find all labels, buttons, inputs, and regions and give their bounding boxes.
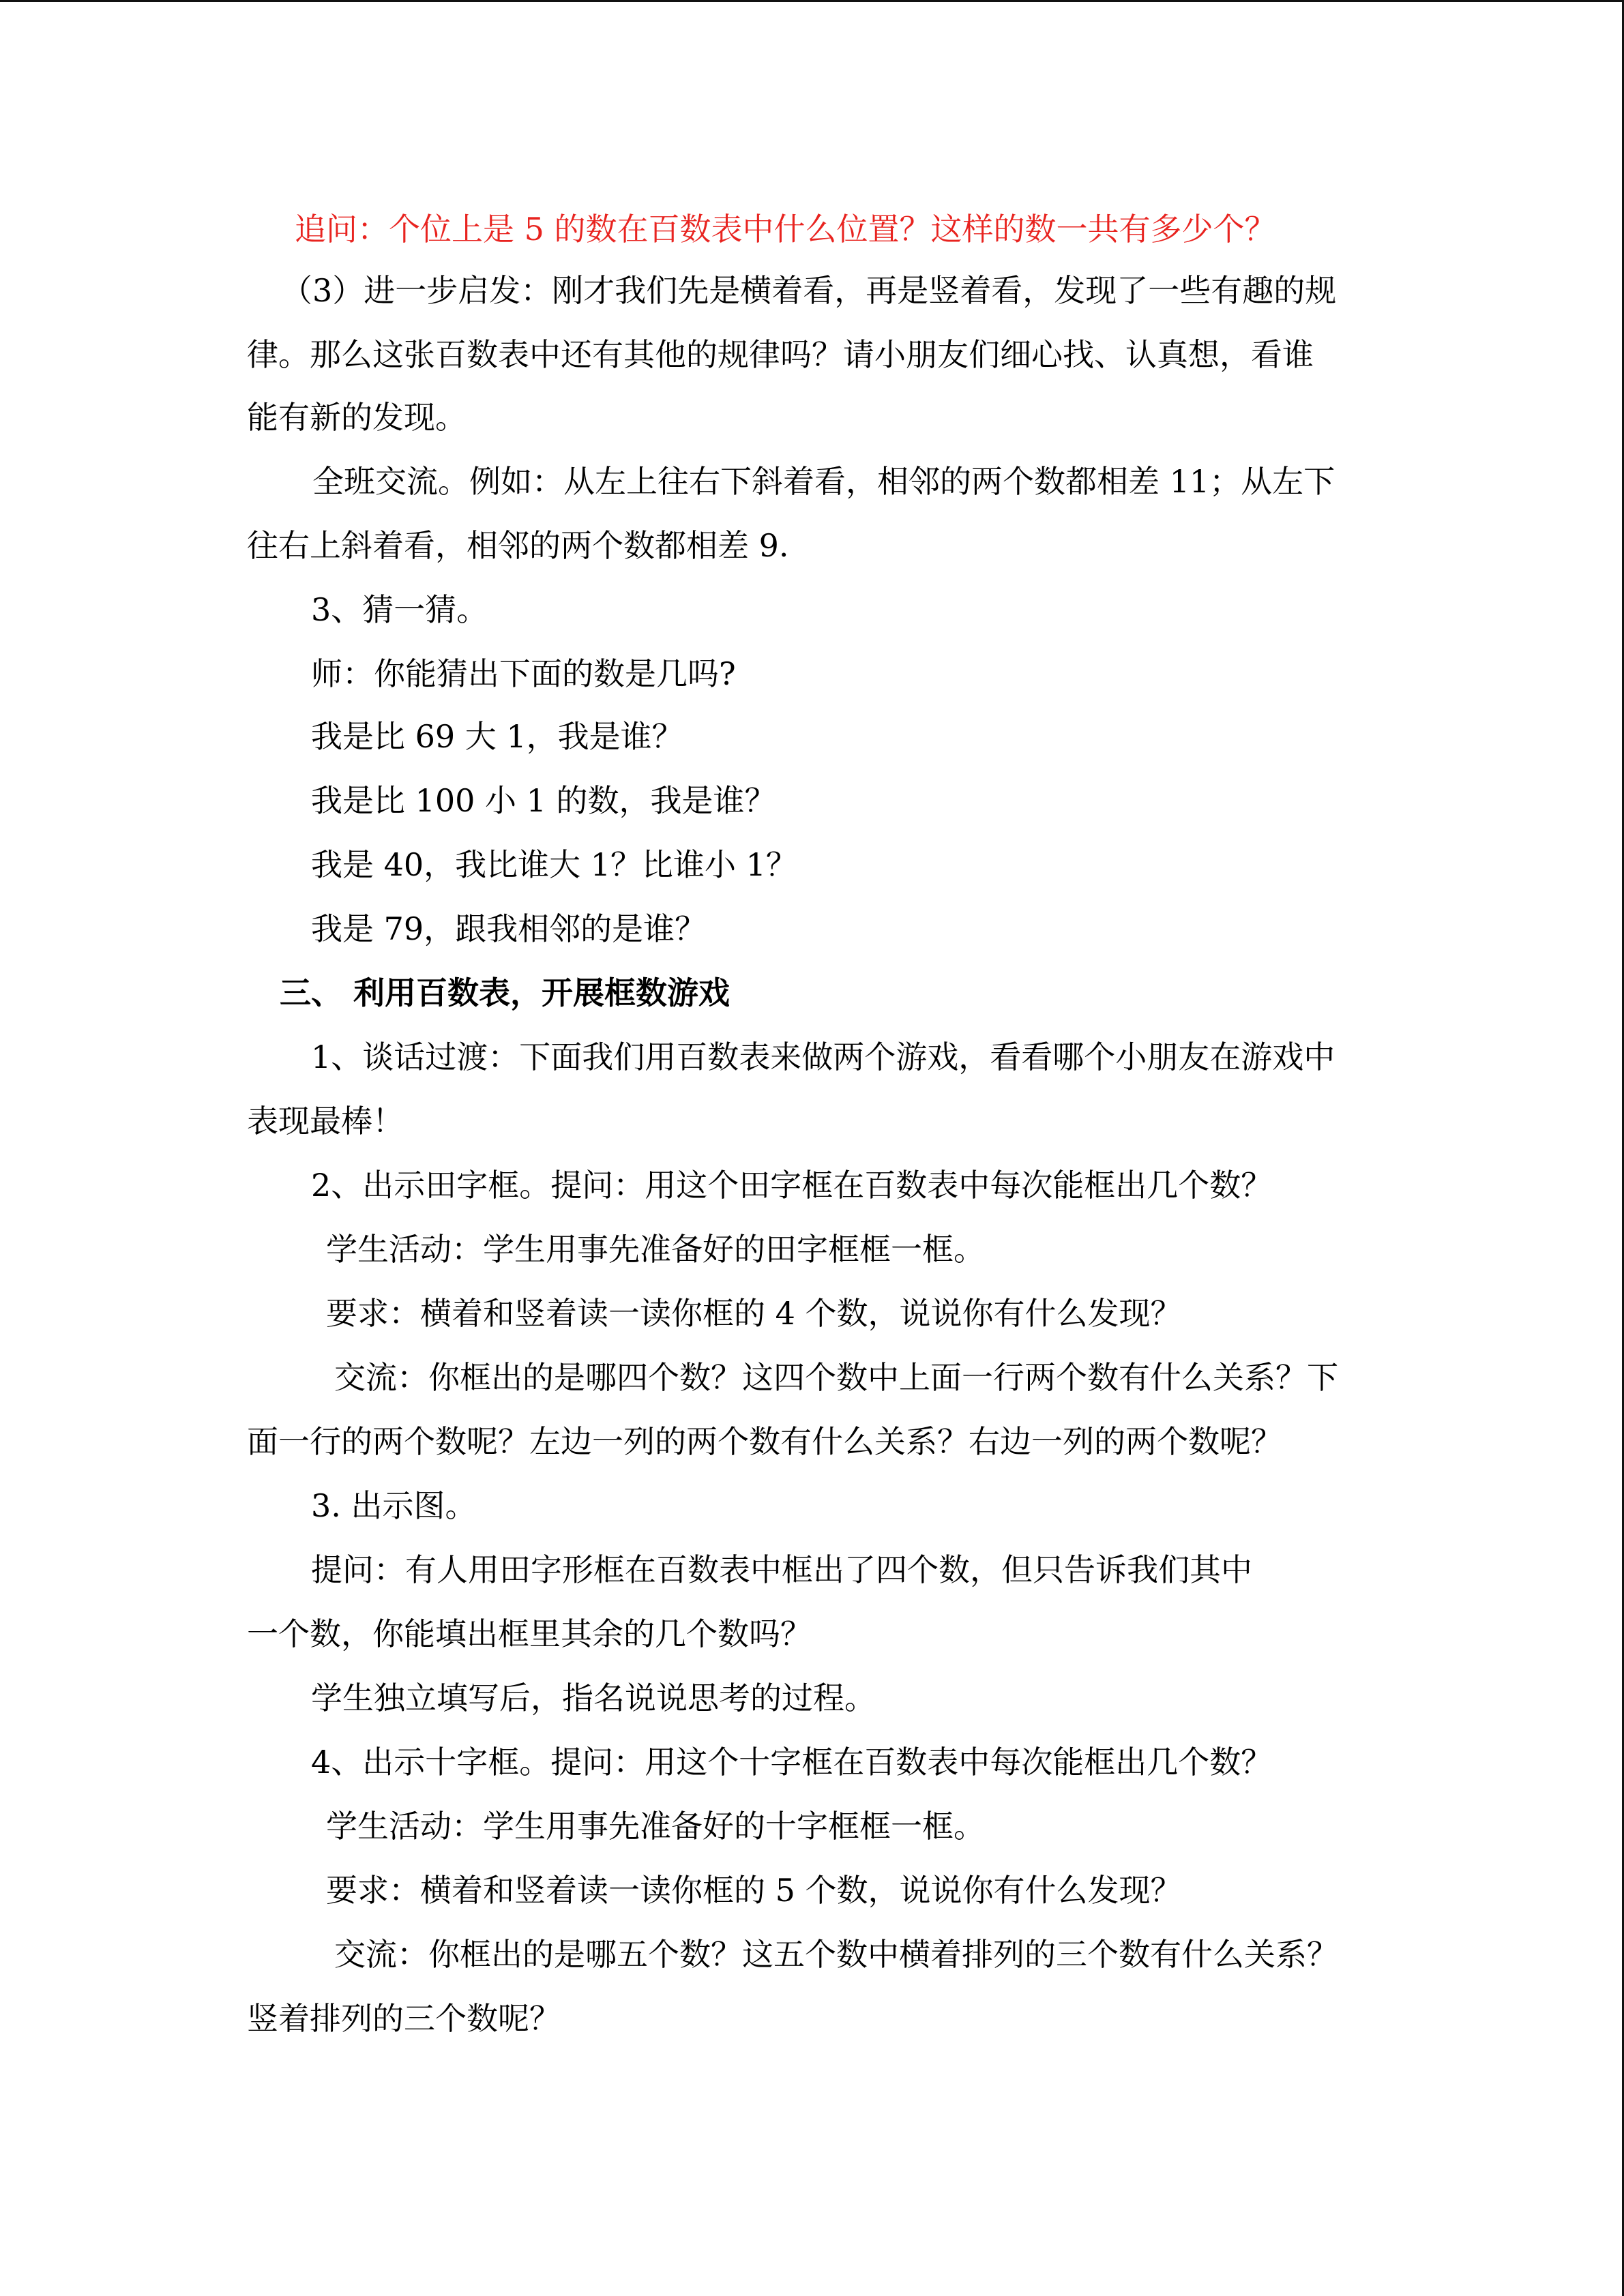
paragraph-line: 交流：你框出的是哪四个数？这四个数中上面一行两个数有什么关系？下: [334, 1359, 1338, 1396]
paragraph-line: （3）进一步启发：刚才我们先是横着看，再是竖着看，发现了一些有趣的规: [281, 272, 1337, 309]
paragraph-line: 师：你能猜出下面的数是几吗?: [311, 655, 736, 692]
paragraph-line: 一个数，你能填出框里其余的几个数吗？: [247, 1615, 812, 1652]
paragraph-line: 面一行的两个数呢？左边一列的两个数有什么关系？右边一列的两个数呢？: [247, 1423, 1282, 1460]
paragraph-line: 要求：横着和竖着读一读你框的 4 个数，说说你有什么发现？: [326, 1295, 1182, 1332]
paragraph-line: 学生活动：学生用事先准备好的田字框框一框。: [326, 1231, 985, 1268]
paragraph-line: 学生独立填写后，指名说说思考的过程。: [311, 1680, 876, 1716]
section-item-line: 3. 出示图。: [311, 1487, 477, 1524]
paragraph-line: 要求：横着和竖着读一读你框的 5 个数，说说你有什么发现？: [326, 1872, 1182, 1909]
paragraph-line: 我是 79，跟我相邻的是谁？: [311, 910, 707, 947]
paragraph-line: 竖着排列的三个数呢？: [247, 2000, 561, 2037]
paragraph-line: 往右上斜着看，相邻的两个数都相差 9.: [247, 527, 789, 564]
paragraph-line: 提问：有人用田字形框在百数表中框出了四个数，但只告诉我们其中: [311, 1551, 1252, 1588]
paragraph-line: 学生活动：学生用事先准备好的十字框框一框。: [326, 1808, 985, 1845]
section-item-line: 3、猜一猜。: [311, 591, 488, 628]
paragraph-line: 能有新的发现。: [247, 399, 467, 436]
paragraph-line: 表现最棒！: [247, 1103, 404, 1139]
paragraph-line: 交流：你框出的是哪五个数？这五个数中横着排列的三个数有什么关系？: [334, 1936, 1338, 1973]
paragraph-line: 1、谈话过渡：下面我们用百数表来做两个游戏，看看哪个小朋友在游戏中: [311, 1039, 1335, 1075]
paragraph-line: 2、出示田字框。提问：用这个田字框在百数表中每次能框出几个数？: [311, 1167, 1273, 1204]
paragraph-line: 全班交流。例如：从左上往右下斜着看，相邻的两个数都相差 11；从左下: [312, 463, 1335, 500]
paragraph-line: 律。那么这张百数表中还有其他的规律吗？请小朋友们细心找、认真想，看谁: [247, 336, 1314, 373]
paragraph-line: 4、出示十字框。提问：用这个十字框在百数表中每次能框出几个数？: [311, 1744, 1273, 1780]
section-heading: 三、 利用百数表，开展框数游戏: [280, 974, 730, 1011]
question-line-red: 追问：个位上是 5 的数在百数表中什么位置？这样的数一共有多少个？: [295, 211, 1276, 248]
paragraph-line: 我是比 69 大 1，我是谁？: [311, 718, 683, 755]
page-top-border: [0, 0, 1624, 2]
paragraph-line: 我是 40，我比谁大 1？比谁小 1？: [311, 846, 797, 883]
paragraph-line: 我是比 100 小 1 的数，我是谁？: [311, 782, 776, 819]
